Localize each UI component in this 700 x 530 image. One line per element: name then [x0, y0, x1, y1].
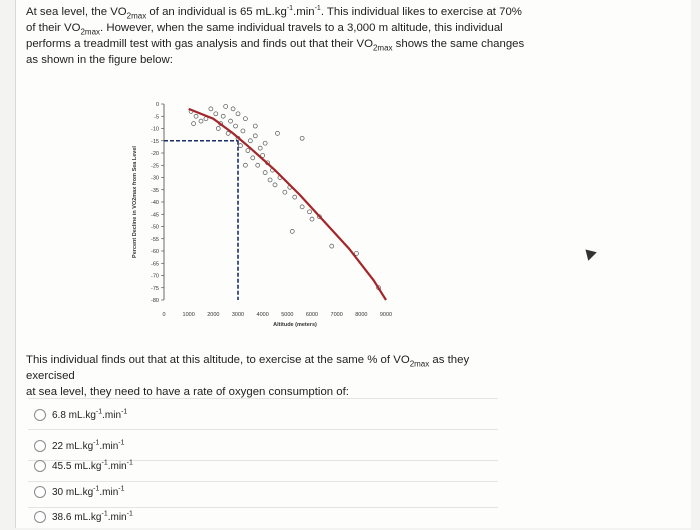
question-text — [26, 4, 526, 68]
data-point — [209, 107, 213, 111]
x-tick-label: 8000 — [355, 312, 368, 318]
data-point — [238, 144, 242, 148]
y-tick-label: -30 — [151, 175, 159, 182]
question-line-3: performs a treadmill test with gas analysis and finds out that their $VO_{2max}$ shows the same changes — [26, 38, 525, 53]
data-point — [263, 171, 267, 175]
x-tick-label: 2000 — [207, 312, 220, 318]
option-2-label: 22 $mL.kg^{-1}.\min^{-1}$ — [52, 439, 125, 452]
radio-button[interactable] — [34, 511, 46, 523]
data-point — [253, 124, 257, 128]
data-point — [263, 141, 267, 145]
data-point — [308, 210, 312, 214]
x-tick-label: 6000 — [305, 312, 319, 318]
y-tick-label: -15 — [151, 138, 159, 145]
data-point — [283, 190, 287, 194]
y-tick-label: -35 — [151, 187, 159, 194]
data-point — [194, 114, 198, 118]
option-3[interactable] — [34, 453, 133, 479]
y-tick-label: -70 — [151, 273, 159, 280]
data-point — [268, 178, 272, 182]
option-divider — [28, 429, 498, 430]
data-point — [199, 119, 203, 123]
option-1-label: 6.8 $mL.kg^{-1}.\min^{-1}$ — [52, 408, 128, 421]
data-point — [216, 127, 220, 131]
x-axis-label: Altitude (meters) — [273, 322, 317, 328]
followup-question-text: This individual finds out that at this altitude, to exercise at the same % of $VO_{2max}$ as they exercised at sea level, they need to have a rate of oxygen consumption of: — [26, 354, 470, 398]
y-tick-label: -5 — [154, 114, 159, 121]
y-tick-label: 0 — [155, 102, 159, 108]
radio-button[interactable] — [34, 409, 46, 421]
x-tick-label: 1000 — [182, 312, 195, 318]
data-point — [243, 117, 247, 121]
data-point — [293, 195, 297, 199]
data-point — [275, 131, 279, 135]
y-tick-label: -10 — [151, 126, 159, 133]
radio-button[interactable] — [34, 486, 46, 498]
data-point — [224, 104, 228, 108]
option-3-label: 45.5 $mL.kg^{-1}.\min^{-1}$ — [52, 459, 133, 472]
trend-line — [189, 109, 386, 300]
x-tick-label: 4000 — [256, 312, 269, 318]
x-tick-label: 0 — [162, 312, 166, 318]
data-point — [251, 156, 255, 160]
chart-svg — [116, 92, 416, 332]
data-point — [214, 112, 218, 116]
data-point — [236, 112, 240, 116]
question-card — [15, 0, 691, 528]
data-point — [256, 163, 260, 167]
data-point — [273, 183, 277, 187]
y-axis-label: Percent Decline in VO2max from Sea Level — [132, 146, 138, 258]
y-tick-label: -25 — [151, 163, 159, 170]
question-line-1: At sea level, the $VO_{2max}$ of an individual is 65 $mL.kg^{-1}.\min^{-1}$. This individual likes to exercise at 70% — [26, 5, 522, 21]
y-tick-label: -75 — [151, 285, 159, 292]
data-point — [300, 205, 304, 209]
radio-button[interactable] — [34, 440, 46, 452]
data-point — [234, 124, 238, 128]
question-line-4: as shown in the figure below: — [26, 54, 173, 66]
data-point — [290, 229, 294, 233]
data-point — [192, 122, 196, 126]
data-point — [330, 244, 334, 248]
y-tick-label: -55 — [151, 236, 159, 243]
y-tick-label: -45 — [151, 212, 159, 219]
data-point — [300, 136, 304, 140]
data-point — [221, 114, 225, 118]
data-point — [246, 149, 250, 153]
option-1[interactable] — [34, 402, 127, 428]
y-tick-label: -60 — [151, 249, 159, 255]
data-point — [241, 129, 245, 133]
x-tick-label: 9000 — [379, 312, 393, 318]
question-line-2: of their $VO_{2max}$. However, when the same individual travels to a 3,000 m altitude, this individual — [26, 22, 503, 37]
x-tick-label: 5000 — [281, 312, 294, 318]
option-4[interactable] — [34, 479, 125, 505]
data-point — [253, 134, 257, 138]
data-point — [243, 163, 247, 167]
altitude-chart — [116, 92, 416, 332]
x-tick-label: 3000 — [231, 312, 245, 318]
y-tick-label: -20 — [151, 151, 159, 157]
data-point — [229, 119, 233, 123]
y-tick-label: -80 — [151, 298, 159, 304]
data-point — [310, 217, 314, 221]
option-5-label: 38.6 $mL.kg^{-1}.\min^{-1}$ — [52, 510, 133, 523]
option-divider — [28, 398, 498, 399]
option-4-label: 30 $mL.kg^{-1}.\min^{-1}$ — [52, 485, 125, 498]
y-tick-label: -65 — [151, 261, 159, 268]
option-5[interactable] — [34, 504, 133, 530]
data-point — [258, 146, 262, 150]
x-tick-label: 7000 — [330, 312, 343, 318]
data-point — [248, 139, 252, 143]
y-tick-label: -50 — [151, 224, 159, 231]
radio-button[interactable] — [34, 460, 46, 472]
data-point — [231, 107, 235, 111]
y-tick-label: -40 — [151, 200, 159, 206]
